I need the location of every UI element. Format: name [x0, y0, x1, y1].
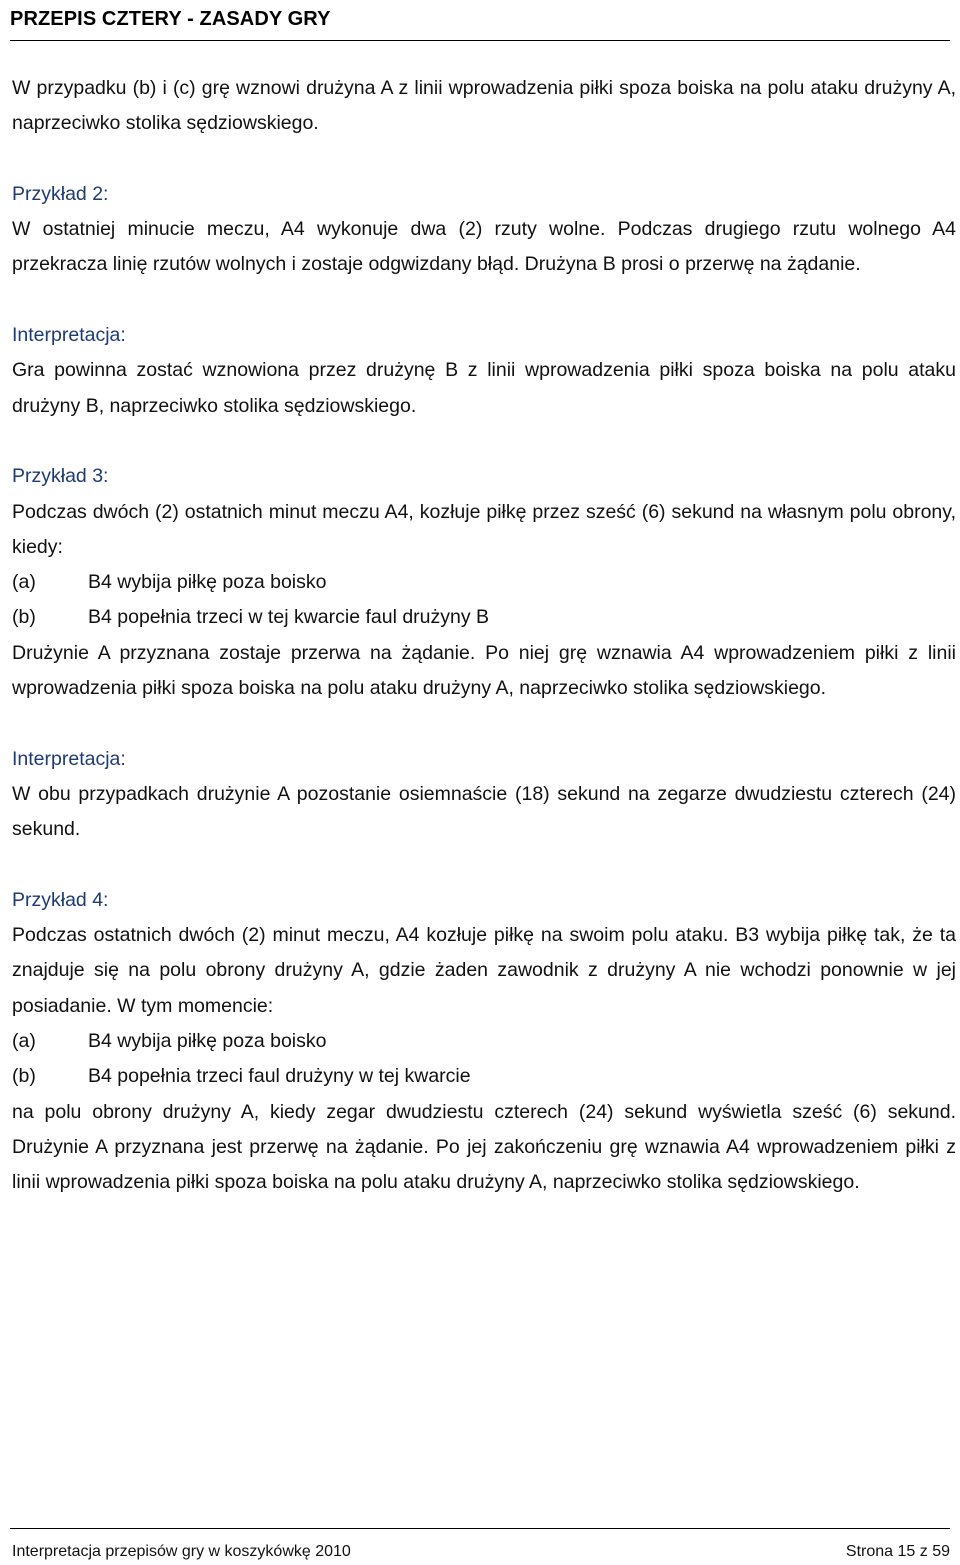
page-header: [10, 0, 950, 41]
page-title: PRZEPIS CZTERY - ZASADY GRY: [10, 8, 331, 30]
list-item-marker: (a): [12, 1030, 36, 1053]
page-footer: [10, 1528, 950, 1565]
spacer: [12, 848, 956, 883]
footer-document-title: Interpretacja przepisów gry w koszykówkę 2010: [12, 1543, 351, 1560]
list-item: [12, 1024, 956, 1059]
example-3-heading: Przykład 3:: [12, 465, 109, 488]
list-item-text: B4 popełnia trzeci faul drużyny w tej kwarcie: [88, 1065, 471, 1088]
example-2-interpretation: Gra powinna zostać wznowiona przez drużynę B z linii wprowadzenia piłki spoza boiska na polu ataku drużyny B, naprzeciwko stolika sędziowskiego.: [12, 359, 956, 417]
example-3-text-after: Drużynie A przyznana zostaje przerwa na żądanie. Po niej grę wznawia A4 wprowadzeniem piłki z linii wprowadzenia piłki spoza boiska na polu ataku drużyny A, naprzeciwko stolika sędziowskiego.: [12, 641, 956, 700]
intro-paragraph: W przypadku (b) i (c) grę wznowi drużyna A z linii wprowadzenia piłki spoza boiska na polu ataku drużyny A, naprzeciwko stolika sędziowskiego.: [12, 77, 956, 135]
example-4-heading: Przykład 4:: [12, 888, 109, 911]
list-item-text: B4 wybija piłkę poza boisko: [88, 1030, 327, 1053]
example-2-interpretation-heading: Interpretacja:: [12, 324, 126, 347]
example-4-text: Podczas ostatnich dwóch (2) minut meczu, A4 kozłuje piłkę na swoim polu ataku. B3 wybija piłkę tak, że ta znajduje się na polu obrony drużyny A, gdzie żaden zawodnik z drużyny A nie wchodzi ponownie w jej posiadanie. W tym momencie:: [12, 924, 956, 1017]
example-2-heading: Przykład 2:: [12, 182, 109, 205]
list-item-text: B4 popełnia trzeci w tej kwarcie faul drużyny B: [88, 606, 490, 629]
example-4-text-after: na polu obrony drużyny A, kiedy zegar dwudziestu czterech (24) sekund wyświetla sześć (6) sekund. Drużynie A przyznana jest przerwę na żądanie. Po jej zakończeniu grę wznawia A4 wprowadzeniem piłki z linii wprowadzenia piłki spoza boiska na polu ataku drużyny A, naprzeciwko stolika sędziowskiego.: [12, 1100, 956, 1194]
spacer: [12, 424, 956, 459]
footer-page-number: Strona 15 z 59: [845, 1543, 950, 1560]
spacer: [12, 706, 956, 741]
document-body: [12, 71, 956, 1201]
list-item: [12, 565, 956, 600]
spacer: [12, 142, 956, 177]
spacer: [12, 283, 956, 318]
example-3-text: Podczas dwóch (2) ostatnich minut meczu A4, kozłuje piłkę przez sześć (6) sekund na własnym polu obrony, kiedy:: [12, 500, 956, 558]
example-3-interpretation-heading: Interpretacja:: [12, 747, 126, 770]
example-2-text: W ostatniej minucie meczu, A4 wykonuje dwa (2) rzuty wolne. Podczas drugiego rzutu wolnego A4 przekracza linię rzutów wolnych i zostaje odgwizdany błąd. Drużyna B prosi o przerwę na żądanie.: [12, 218, 956, 276]
list-item-marker: (b): [12, 606, 36, 629]
list-item: [12, 1059, 956, 1094]
list-item-marker: (a): [12, 571, 36, 594]
list-item-text: B4 wybija piłkę poza boisko: [88, 571, 327, 594]
list-item: [12, 600, 956, 635]
example-3-interpretation: W obu przypadkach drużynie A pozostanie osiemnaście (18) sekund na zegarze dwudziestu czterech (24) sekund.: [12, 782, 956, 841]
list-item-marker: (b): [12, 1065, 36, 1088]
